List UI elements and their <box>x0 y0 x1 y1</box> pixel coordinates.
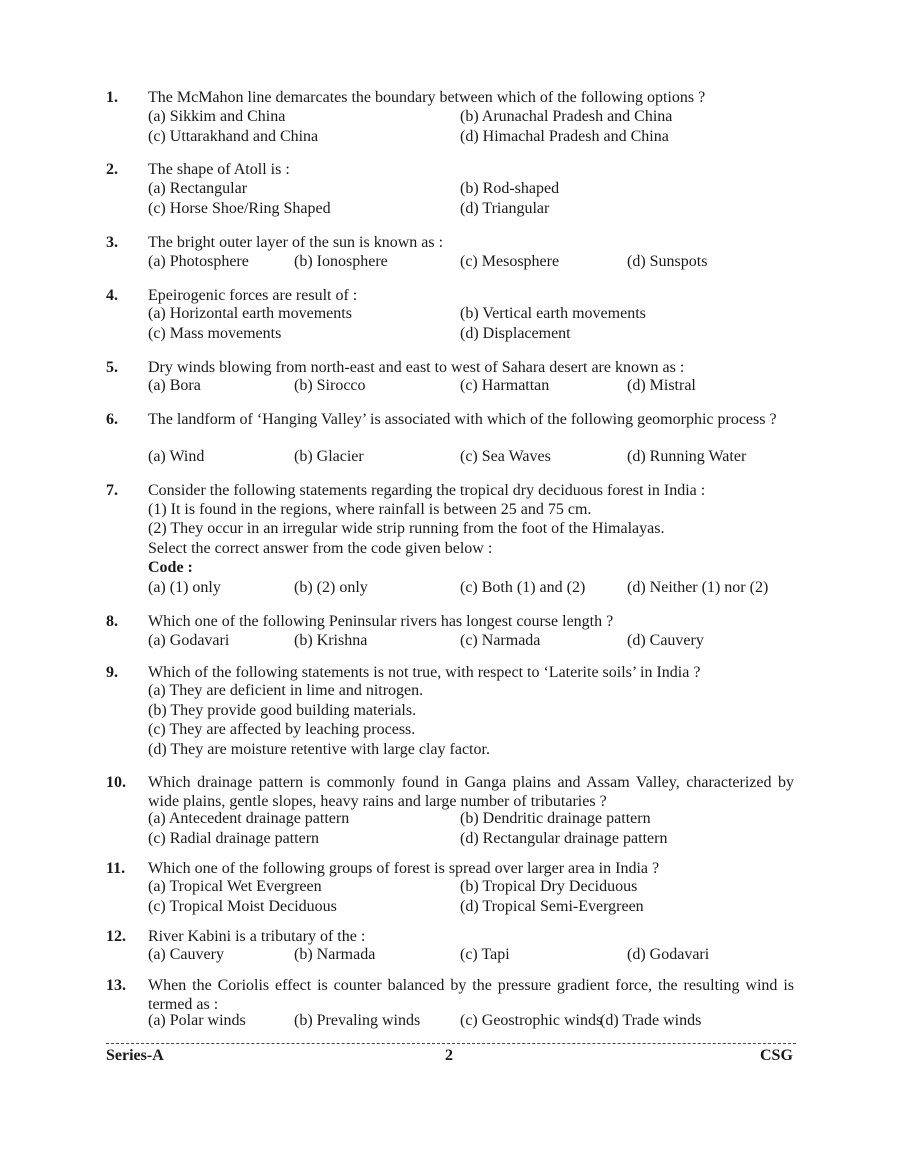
question-number: 7. <box>106 482 118 499</box>
option-d: (d) Running Water <box>627 448 747 465</box>
option-d: (d) They are moisture retentive with large clay factor. <box>148 741 490 758</box>
question-text: Which of the following statements is not true, with respect to ‘Laterite soils’ in India ? <box>148 664 701 681</box>
question-text: The shape of Atoll is : <box>148 161 290 178</box>
question-text: Dry winds blowing from north-east and east to west of Sahara desert are known as : <box>148 359 685 376</box>
code-label: Code : <box>148 559 193 576</box>
option-b: (b) Tropical Dry Deciduous <box>460 878 638 895</box>
instruction-text: Select the correct answer from the code given below : <box>148 540 493 557</box>
option-d: (d) Godavari <box>627 946 710 963</box>
paper-code: CSG <box>760 1047 793 1064</box>
question-number: 13. <box>106 977 126 994</box>
question-text: The bright outer layer of the sun is known as : <box>148 234 444 251</box>
option-d: (d) Tropical Semi-Evergreen <box>460 898 644 915</box>
option-b: (b) Rod-shaped <box>460 180 560 197</box>
option-b: (b) Sirocco <box>294 377 366 394</box>
option-d: (d) Mistral <box>627 377 696 394</box>
question-number: 3. <box>106 234 118 251</box>
option-c: (c) Horse Shoe/Ring Shaped <box>148 200 331 217</box>
option-b: (b) (2) only <box>294 579 368 596</box>
question-number: 5. <box>106 359 118 376</box>
option-c: (c) Both (1) and (2) <box>460 579 586 596</box>
question-text: The landform of ‘Hanging Valley’ is associated with which of the following geomorphic process ? <box>148 411 777 428</box>
option-b: (b) Prevaling winds <box>294 1012 421 1029</box>
option-c: (c) Harmattan <box>460 377 550 394</box>
option-c: (c) Uttarakhand and China <box>148 128 319 145</box>
option-c: (c) Tropical Moist Deciduous <box>148 898 337 915</box>
series-label: Series-A <box>106 1047 164 1064</box>
question-text: When the Coriolis effect is counter balanced by the pressure gradient force, the resulting wind is termed as : <box>148 977 794 1013</box>
question-text: Which drainage pattern is commonly found in Ganga plains and Assam Valley, characterized by wide plains, gentle slopes, heavy rains and large number of tributaries ? <box>148 774 794 810</box>
question-number: 10. <box>106 774 126 791</box>
question-number: 12. <box>106 928 126 945</box>
option-d: (d) Trade winds <box>600 1012 702 1029</box>
option-a: (a) Horizontal earth movements <box>148 305 352 322</box>
option-d: (d) Cauvery <box>627 632 704 649</box>
option-a: (a) Sikkim and China <box>148 108 286 125</box>
question-number: 9. <box>106 664 118 681</box>
option-b: (b) Arunachal Pradesh and China <box>460 108 673 125</box>
option-b: (b) Dendritic drainage pattern <box>460 810 651 827</box>
option-a: (a) Wind <box>148 448 205 465</box>
option-a: (a) (1) only <box>148 579 221 596</box>
footer-divider <box>106 1043 796 1044</box>
question-text: Which one of the following groups of forest is spread over larger area in India ? <box>148 860 660 877</box>
option-d: (d) Himachal Pradesh and China <box>460 128 669 145</box>
option-d: (d) Rectangular drainage pattern <box>460 830 668 847</box>
question-number: 2. <box>106 161 118 178</box>
option-c: (c) Tapi <box>460 946 510 963</box>
option-c: (c) Radial drainage pattern <box>148 830 320 847</box>
option-b: (b) Glacier <box>294 448 364 465</box>
statement-2: (2) They occur in an irregular wide strip running from the foot of the Himalayas. <box>148 520 665 537</box>
question-number: 11. <box>106 860 126 877</box>
option-d: (d) Neither (1) nor (2) <box>627 579 769 596</box>
option-a: (a) They are deficient in lime and nitrogen. <box>148 682 424 699</box>
option-d: (d) Triangular <box>460 200 550 217</box>
question-text: Which one of the following Peninsular rivers has longest course length ? <box>148 613 614 630</box>
option-b: (b) Vertical earth movements <box>460 305 646 322</box>
option-b: (b) Ionosphere <box>294 253 388 270</box>
option-c: (c) Mesosphere <box>460 253 560 270</box>
option-a: (a) Cauvery <box>148 946 224 963</box>
question-number: 4. <box>106 287 118 304</box>
question-text: The McMahon line demarcates the boundary between which of the following options ? <box>148 89 706 106</box>
option-d: (d) Displacement <box>460 325 571 342</box>
option-b: (b) They provide good building materials. <box>148 702 417 719</box>
option-b: (b) Narmada <box>294 946 376 963</box>
option-c: (c) They are affected by leaching process. <box>148 721 416 738</box>
question-number: 8. <box>106 613 118 630</box>
option-a: (a) Photosphere <box>148 253 249 270</box>
question-text: Consider the following statements regarding the tropical dry deciduous forest in India : <box>148 482 706 499</box>
question-text: Epeirogenic forces are result of : <box>148 287 358 304</box>
option-a: (a) Bora <box>148 377 201 394</box>
option-c: (c) Mass movements <box>148 325 282 342</box>
question-number: 6. <box>106 411 118 428</box>
statement-1: (1) It is found in the regions, where rainfall is between 25 and 75 cm. <box>148 501 592 518</box>
option-a: (a) Tropical Wet Evergreen <box>148 878 322 895</box>
question-text: River Kabini is a tributary of the : <box>148 928 366 945</box>
option-c: (c) Narmada <box>460 632 541 649</box>
question-number: 1. <box>106 89 118 106</box>
option-c: (c) Geostrophic winds <box>460 1012 603 1029</box>
option-d: (d) Sunspots <box>627 253 708 270</box>
option-a: (a) Godavari <box>148 632 230 649</box>
option-a: (a) Antecedent drainage pattern <box>148 810 350 827</box>
option-c: (c) Sea Waves <box>460 448 551 465</box>
option-a: (a) Polar winds <box>148 1012 246 1029</box>
option-b: (b) Krishna <box>294 632 368 649</box>
page-number: 2 <box>445 1047 453 1064</box>
option-a: (a) Rectangular <box>148 180 248 197</box>
